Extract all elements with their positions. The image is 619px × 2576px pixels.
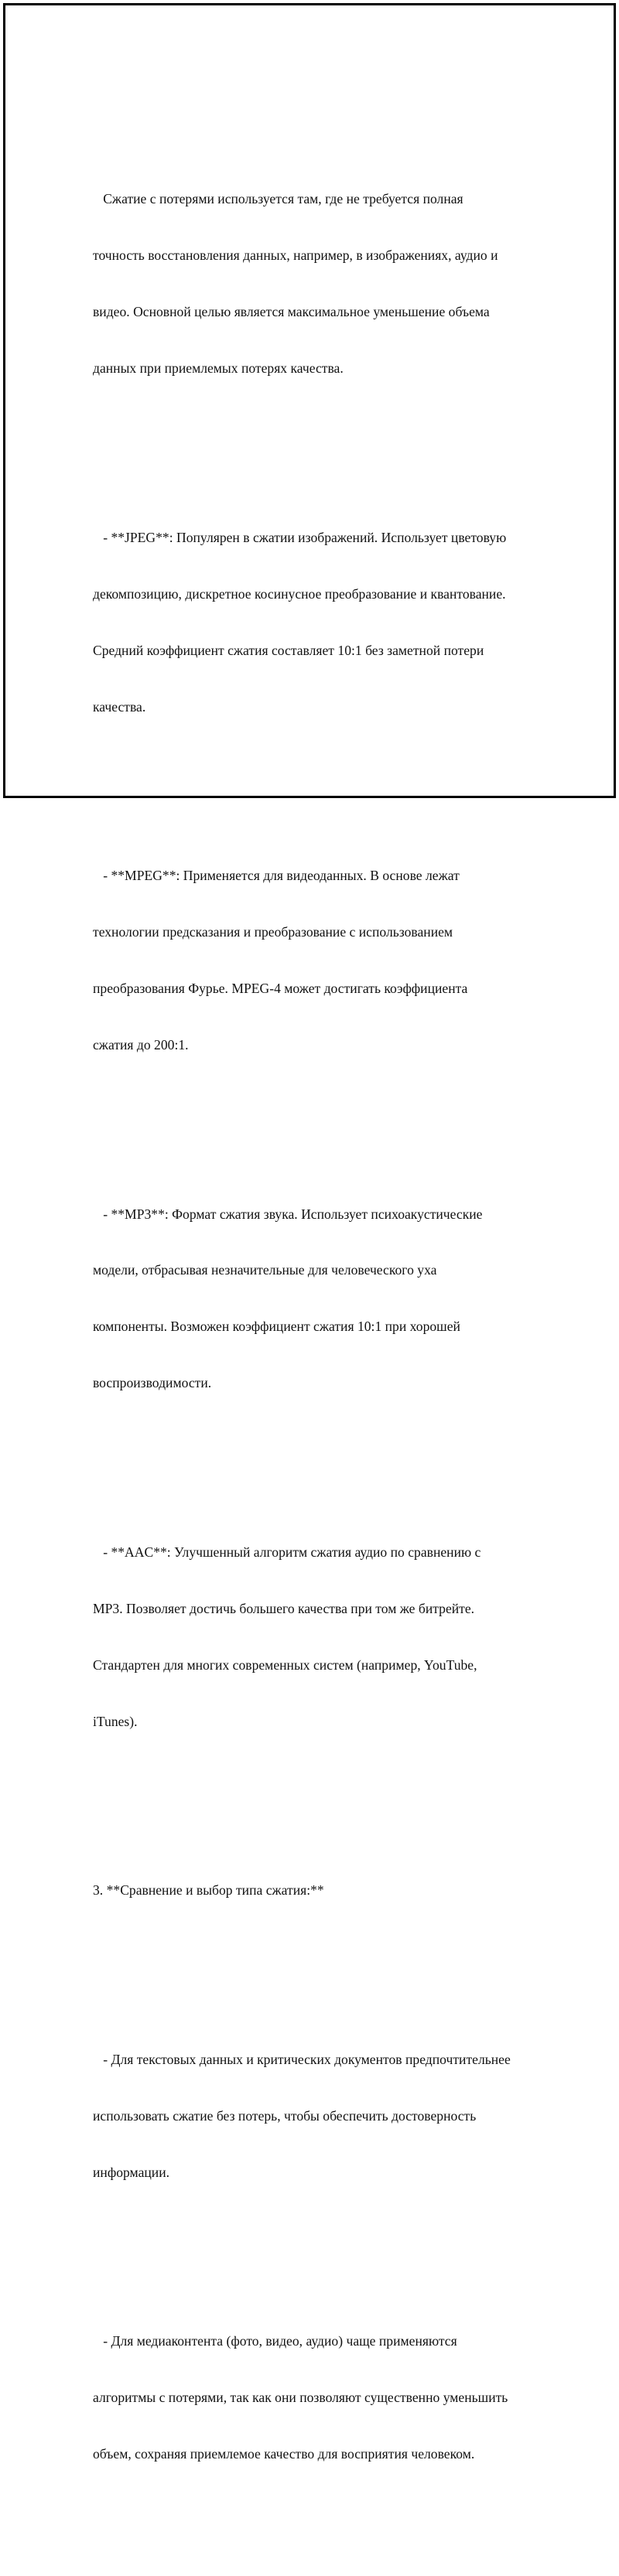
text-line: данных при приемлемых потерях качества. xyxy=(93,360,344,377)
text-line: - Для текстовых данных и критических документов предпочтительнее xyxy=(93,2051,511,2067)
text-line: модели, отбрасывая незначительные для человеческого уха xyxy=(93,1262,437,1278)
text-line: воспроизводимости. xyxy=(93,1375,212,1391)
text-line: использовать сжатие без потерь, чтобы обеспечить достоверность xyxy=(93,2107,477,2124)
text-line: - **AAC**: Улучшенный алгоритм сжатия аудио по сравнению с xyxy=(93,1544,481,1560)
text-line: 3. **Сравнение и выбор типа сжатия:** xyxy=(93,1882,324,1899)
text-line: качества. xyxy=(93,698,146,715)
text-line: алгоритмы с потерями, так как они позволяют существенно уменьшить xyxy=(93,2390,508,2406)
text-line: MP3. Позволяет достичь большего качества при том же битрейте. xyxy=(93,1600,475,1616)
text-line: видео. Основной целью является максимальное уменьшение объема xyxy=(93,304,490,320)
text-line: информации. xyxy=(93,2164,170,2180)
paragraph-mpeg xyxy=(93,829,557,1092)
text-line: Стандартен для многих современных систем (например, YouTube, xyxy=(93,1656,477,1673)
text-line: точность восстановления данных, например, в изображениях, аудио и xyxy=(93,247,498,264)
section-heading-comparison xyxy=(93,1844,557,1937)
paragraph-jpeg xyxy=(93,490,557,753)
paragraph-lossy-intro xyxy=(93,152,557,415)
text-line: - **MP3**: Формат сжатия звука. Использует психоакустические xyxy=(93,1206,483,1222)
text-line: iTunes). xyxy=(93,1713,138,1729)
text-line: декомпозицию, дискретное косинусное преобразование и квантование. xyxy=(93,585,506,602)
paragraph-mp3 xyxy=(93,1167,557,1430)
document-body xyxy=(93,96,557,2576)
paragraph-aac xyxy=(93,1505,557,1768)
paragraph-media-content xyxy=(93,2295,557,2501)
text-line: - **MPEG**: Применяется для видеоданных. В основе лежат xyxy=(93,868,460,884)
text-line: объем, сохраняя приемлемое качество для восприятия человеком. xyxy=(93,2446,475,2462)
text-line: - Для медиаконтента (фото, видео, аудио) чаще применяются xyxy=(93,2333,457,2349)
paragraph-text-data xyxy=(93,2012,557,2219)
text-line: Сжатие с потерями используется там, где не требуется полная xyxy=(93,191,463,207)
page-frame xyxy=(3,3,616,2462)
text-line: компоненты. Возможен коэффициент сжатия 10:1 при хорошей xyxy=(93,1319,460,1335)
text-line: технологии предсказания и преобразование с использованием xyxy=(93,924,453,940)
text-line: Средний коэффициент сжатия составляет 10:1 без заметной потери xyxy=(93,642,484,658)
text-line: сжатия до 200:1. xyxy=(93,1036,189,1053)
text-line: преобразования Фурье. MPEG-4 может достигать коэффициента xyxy=(93,980,468,996)
text-line: - **JPEG**: Популярен в сжатии изображений. Использует цветовую xyxy=(93,529,507,545)
